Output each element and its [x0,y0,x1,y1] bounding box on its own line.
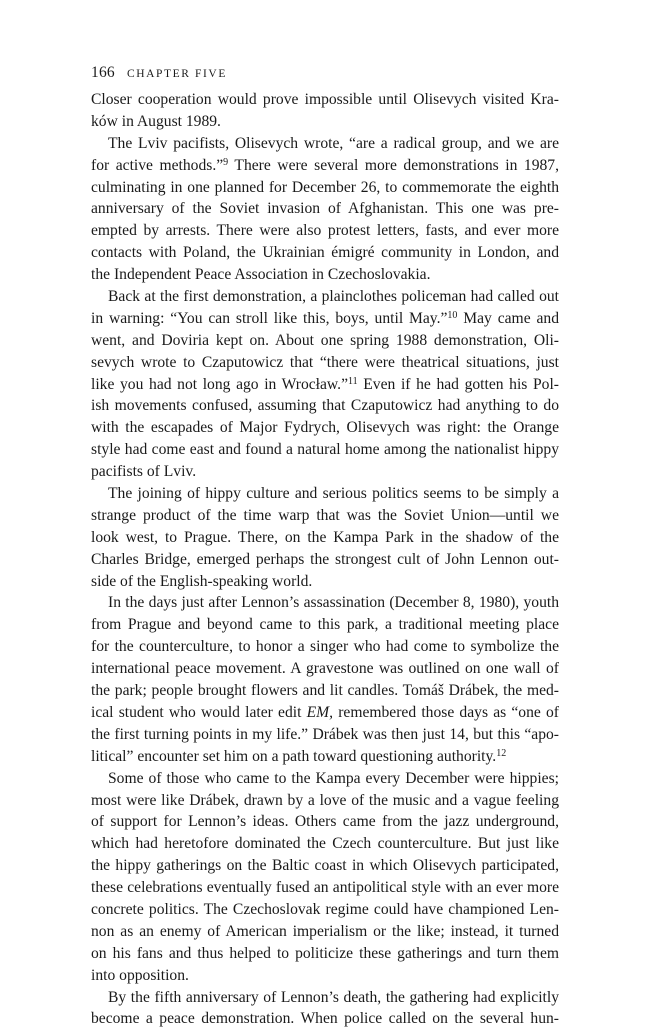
text-line [91,505,559,527]
page-number: 166 [91,64,115,81]
text-line [91,264,559,286]
text-segment: become a peace demonstration. When police called on the several hun- [91,1010,559,1028]
text-line [91,636,559,658]
text-segment: The Lviv pacifists, Olisevych wrote, “are a radical group, and we are [108,134,559,152]
text-line [91,242,559,264]
text-line [91,220,559,242]
text-segment: for active methods.” [91,156,224,174]
footnote-marker[interactable]: 10 [447,309,458,321]
text-segment: empted by arrests. There were also protest letters, fasts, and ever more [91,222,559,240]
text-line [91,614,559,636]
text-segment: went, and Doviria kept on. About one spring 1988 demonstration, Oli- [91,331,559,349]
text-segment: like you had not long ago in Wrocław.” [91,375,349,393]
page-header [91,64,227,82]
text-segment: In the days just after Lennon’s assassination (December 8, 1980), youth [108,594,559,612]
text-segment: culminating in one planned for December 26, to commemorate the eighth [91,178,559,196]
text-line [91,658,559,680]
text-line [91,177,559,199]
text-segment: contacts with Poland, the Ukrainian émigré community in London, and [91,244,559,262]
text-segment: By the fifth anniversary of Lennon’s death, the gathering had explicitly [108,988,559,1006]
text-line [91,352,559,374]
text-segment: ish movements confused, assuming that Czaputowicz had anything to do [91,397,559,415]
text-line [91,286,559,308]
text-line [91,395,559,417]
text-segment: pacifists of Lviv. [91,463,197,481]
text-segment: Even if he had gotten his Pol- [357,375,559,393]
text-line [91,811,559,833]
text-segment: anniversary of the Soviet invasion of Afghanistan. This one was pre- [91,200,559,218]
text-segment: Some of those who came to the Kampa every December were hippies; [108,769,559,787]
text-line [91,833,559,855]
text-line [91,111,559,133]
text-segment: remembered those days as “one of [333,703,559,721]
text-segment: most were like Drábek, drawn by a love of the music and a vague feeling [91,791,559,809]
text-line [91,768,559,790]
text-line [91,702,559,724]
text-line [91,330,559,352]
footnote-marker[interactable]: 12 [496,747,507,759]
text-line [91,724,559,746]
text-segment: There were several more demonstrations in 1987, [228,156,559,174]
text-segment: of support for Lennon’s ideas. Others came from the jazz underground, [91,813,559,831]
text-line [91,877,559,899]
text-segment: the Independent Peace Association in Czechoslovakia. [91,266,431,284]
text-line [91,417,559,439]
text-line [91,198,559,220]
text-line [91,1008,559,1030]
text-line [91,155,559,177]
text-line [91,943,559,965]
text-segment: side of the English-speaking world. [91,572,313,590]
text-segment: ical student who would later edit [91,703,307,721]
text-segment: these celebrations eventually fused an antipolitical style with an ever more [91,879,559,897]
text-line [91,549,559,571]
italic-title: EM, [306,703,334,721]
footnote-marker[interactable]: 9 [223,156,229,168]
text-segment: style had come east and found a natural home among the nationalist hippy [91,441,559,459]
text-line [91,899,559,921]
text-line [91,89,559,111]
text-line [91,483,559,505]
text-segment: the hippy gatherings on the Baltic coast in which Olisevych participated, [91,857,559,875]
text-segment: ków in August 1989. [91,112,221,130]
text-line [91,965,559,987]
text-line [91,527,559,549]
text-segment: Closer cooperation would prove impossible until Olisevych visited Kra- [91,91,559,108]
running-head: CHAPTER FIVE [126,68,227,80]
text-segment: strange product of the time warp that was the Soviet Union—until we [91,506,559,524]
text-line [91,461,559,483]
text-line [91,855,559,877]
text-segment: sevych wrote to Czaputowicz that “there were theatrical situations, just [91,353,559,371]
text-segment: litical” encounter set him on a path toward questioning authority. [91,747,497,765]
text-segment: the first turning points in my life.” Drábek was then just 14, but this “apo- [91,725,559,743]
text-segment: from Prague and beyond came to this park, a traditional meeting place [91,616,559,634]
text-line [91,592,559,614]
text-segment: the park; people brought flowers and lit candles. Tomáš Drábek, the med- [91,682,559,700]
text-line [91,680,559,702]
text-segment: in warning: “You can stroll like this, boys, until May.” [91,309,448,327]
text-segment: into opposition. [91,966,189,984]
text-line [91,921,559,943]
text-segment: look west, to Prague. There, on the Kampa Park in the shadow of the [91,528,559,546]
text-segment: which had heretofore dominated the Czech counterculture. But just like [91,835,559,853]
text-segment: international peace movement. A gravestone was outlined on one wall of [91,660,559,678]
text-line [91,571,559,593]
footnote-marker[interactable]: 11 [348,375,358,387]
text-segment: non as an enemy of American imperialism or the like; instead, it turned [91,922,559,940]
text-line [91,374,559,396]
text-segment: Charles Bridge, emerged perhaps the strongest cult of John Lennon out- [91,550,559,568]
text-segment: Back at the first demonstration, a plainclothes policeman had called out [108,288,559,306]
body-text [91,89,559,1030]
text-line [91,790,559,812]
text-line [91,439,559,461]
text-line [91,746,559,768]
text-line [91,308,559,330]
text-segment: with the escapades of Major Fydrych, Olisevych was right: the Orange [91,419,559,437]
text-segment: for the counterculture, to honor a singer who had come to symbolize the [91,638,559,656]
text-segment: concrete politics. The Czechoslovak regime could have championed Len- [91,900,559,918]
text-segment: May came and [457,309,559,327]
text-segment: on his fans and thus helped to politicize these gatherings and turn them [91,944,559,962]
text-line [91,987,559,1009]
text-segment: The joining of hippy culture and serious politics seems to be simply a [108,485,559,503]
text-line [91,133,559,155]
